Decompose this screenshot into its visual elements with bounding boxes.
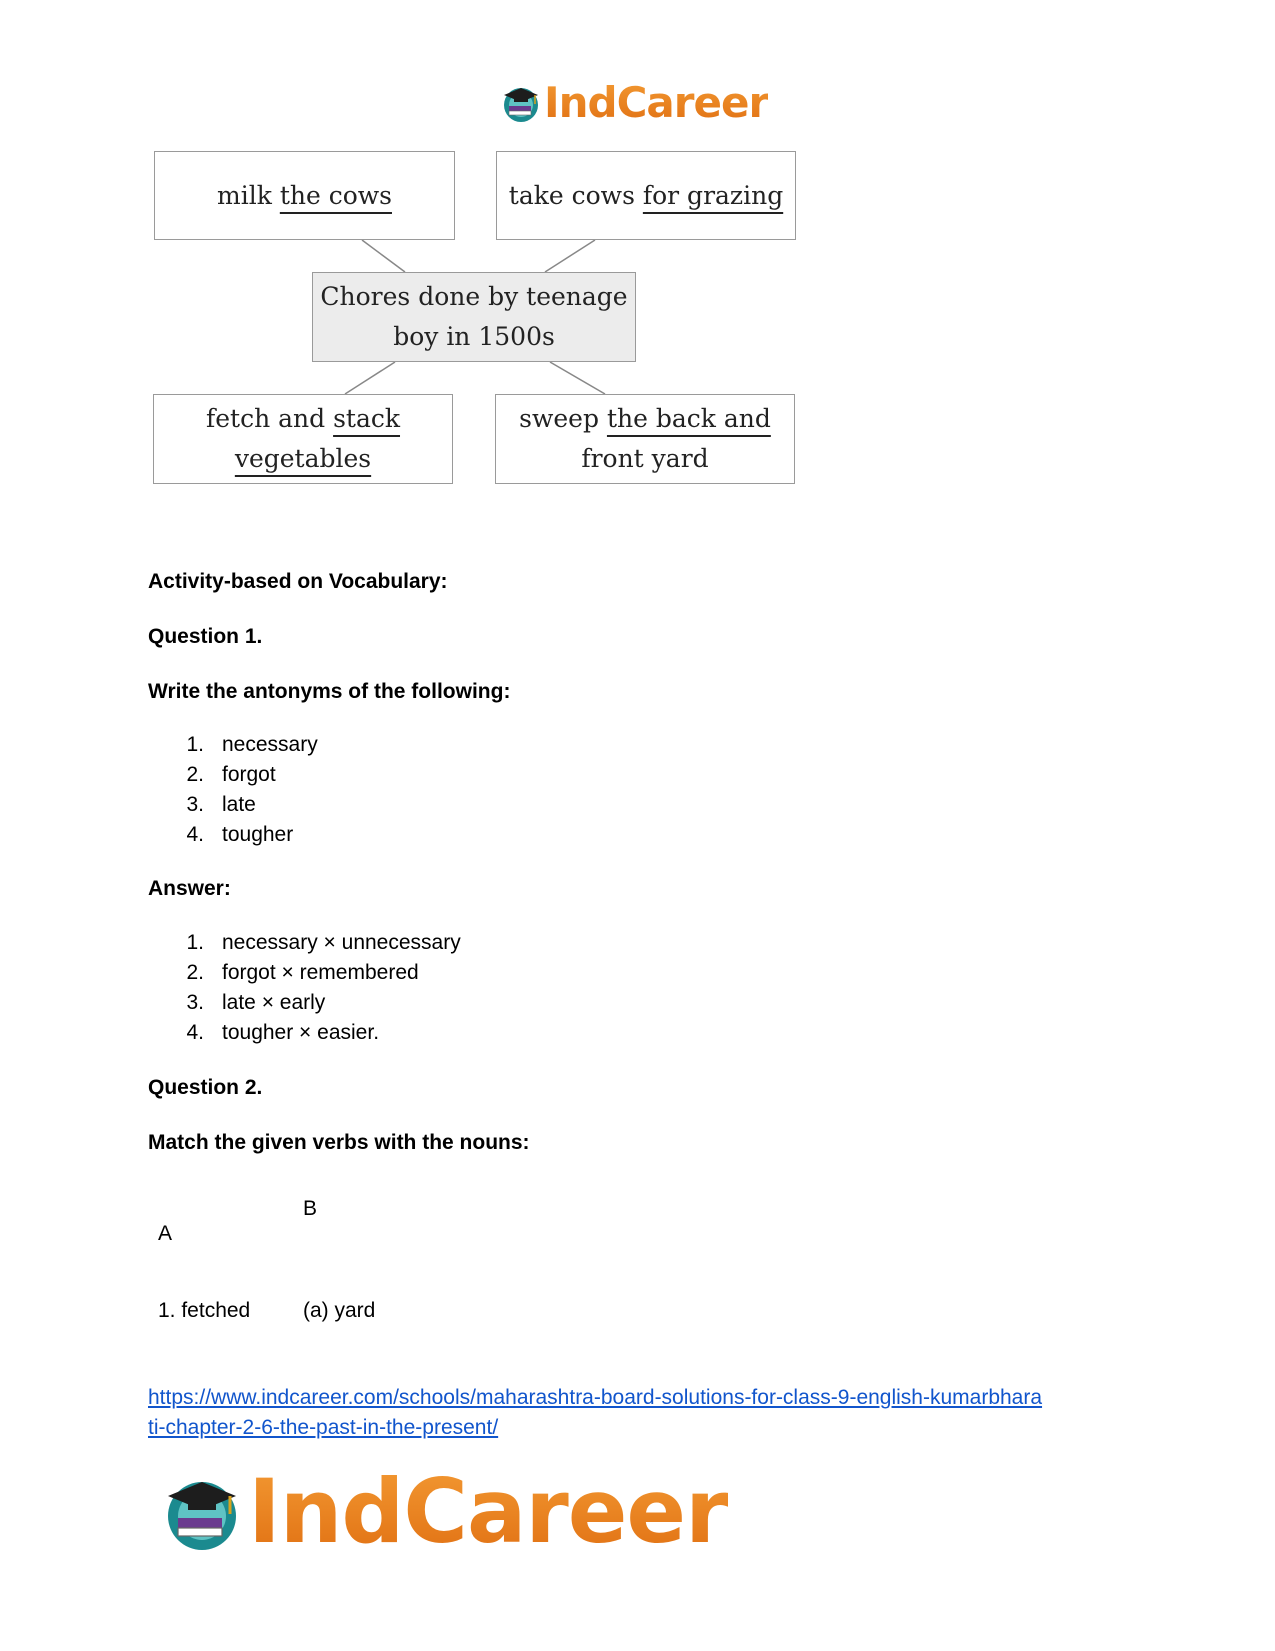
box-take-cows-grazing: take cows for grazing [496, 151, 796, 240]
box-milk-cows: milk the cows [154, 151, 455, 240]
logo-wordmark: IndCareer [544, 78, 769, 127]
list-item: 3. late × early [186, 991, 326, 1014]
connector-bottom-left [345, 362, 395, 394]
question-1-list [148, 730, 318, 850]
list-item: 4. tougher [186, 823, 294, 846]
source-url-link[interactable]: https://www.indcareer.com/schools/maharashtra-board-solutions-for-class-9-english-kumarbhara ti-chapter-2-6-the-past-in-the-present/ [148, 1386, 1043, 1439]
graduation-cap-globe-icon [500, 82, 542, 124]
question-2-prompt: Match the given verbs with the nouns: [148, 1131, 530, 1154]
indcareer-logo-top [500, 78, 768, 127]
connector-top-left [362, 240, 405, 272]
list-item: 1. necessary × unnecessary [186, 931, 461, 954]
match-col-a-header: A [158, 1222, 173, 1245]
match-col-b-header: B [303, 1197, 318, 1220]
chores-diagram [150, 150, 840, 530]
box-chores-center: Chores done by teenage boy in 1500s [312, 272, 636, 362]
connector-top-right [545, 240, 595, 272]
question-1-label: Question 1. [148, 625, 263, 648]
answer-label: Answer: [148, 877, 231, 900]
question-2-label: Question 2. [148, 1076, 263, 1099]
box-sweep-yard: sweep the back and front yard [495, 394, 795, 484]
list-item: 2. forgot [186, 763, 276, 786]
list-item: 1. necessary [186, 733, 318, 756]
logo-wordmark: IndCareer [248, 1460, 728, 1563]
connector-bottom-right [550, 362, 605, 394]
indcareer-logo-bottom [160, 1460, 728, 1563]
graduation-cap-globe-icon [160, 1470, 244, 1554]
match-row-1-b: (a) yard [303, 1299, 376, 1322]
activity-heading: Activity-based on Vocabulary: [148, 570, 448, 593]
question-1-prompt: Write the antonyms of the following: [148, 680, 511, 703]
list-item: 4. tougher × easier. [186, 1021, 380, 1044]
list-item: 3. late [186, 793, 256, 816]
answer-list [148, 928, 461, 1048]
box-fetch-stack-vegetables: fetch and stack vegetables [153, 394, 453, 484]
match-row-1-a: 1. fetched [158, 1299, 251, 1322]
list-item: 2. forgot × remembered [186, 961, 419, 984]
